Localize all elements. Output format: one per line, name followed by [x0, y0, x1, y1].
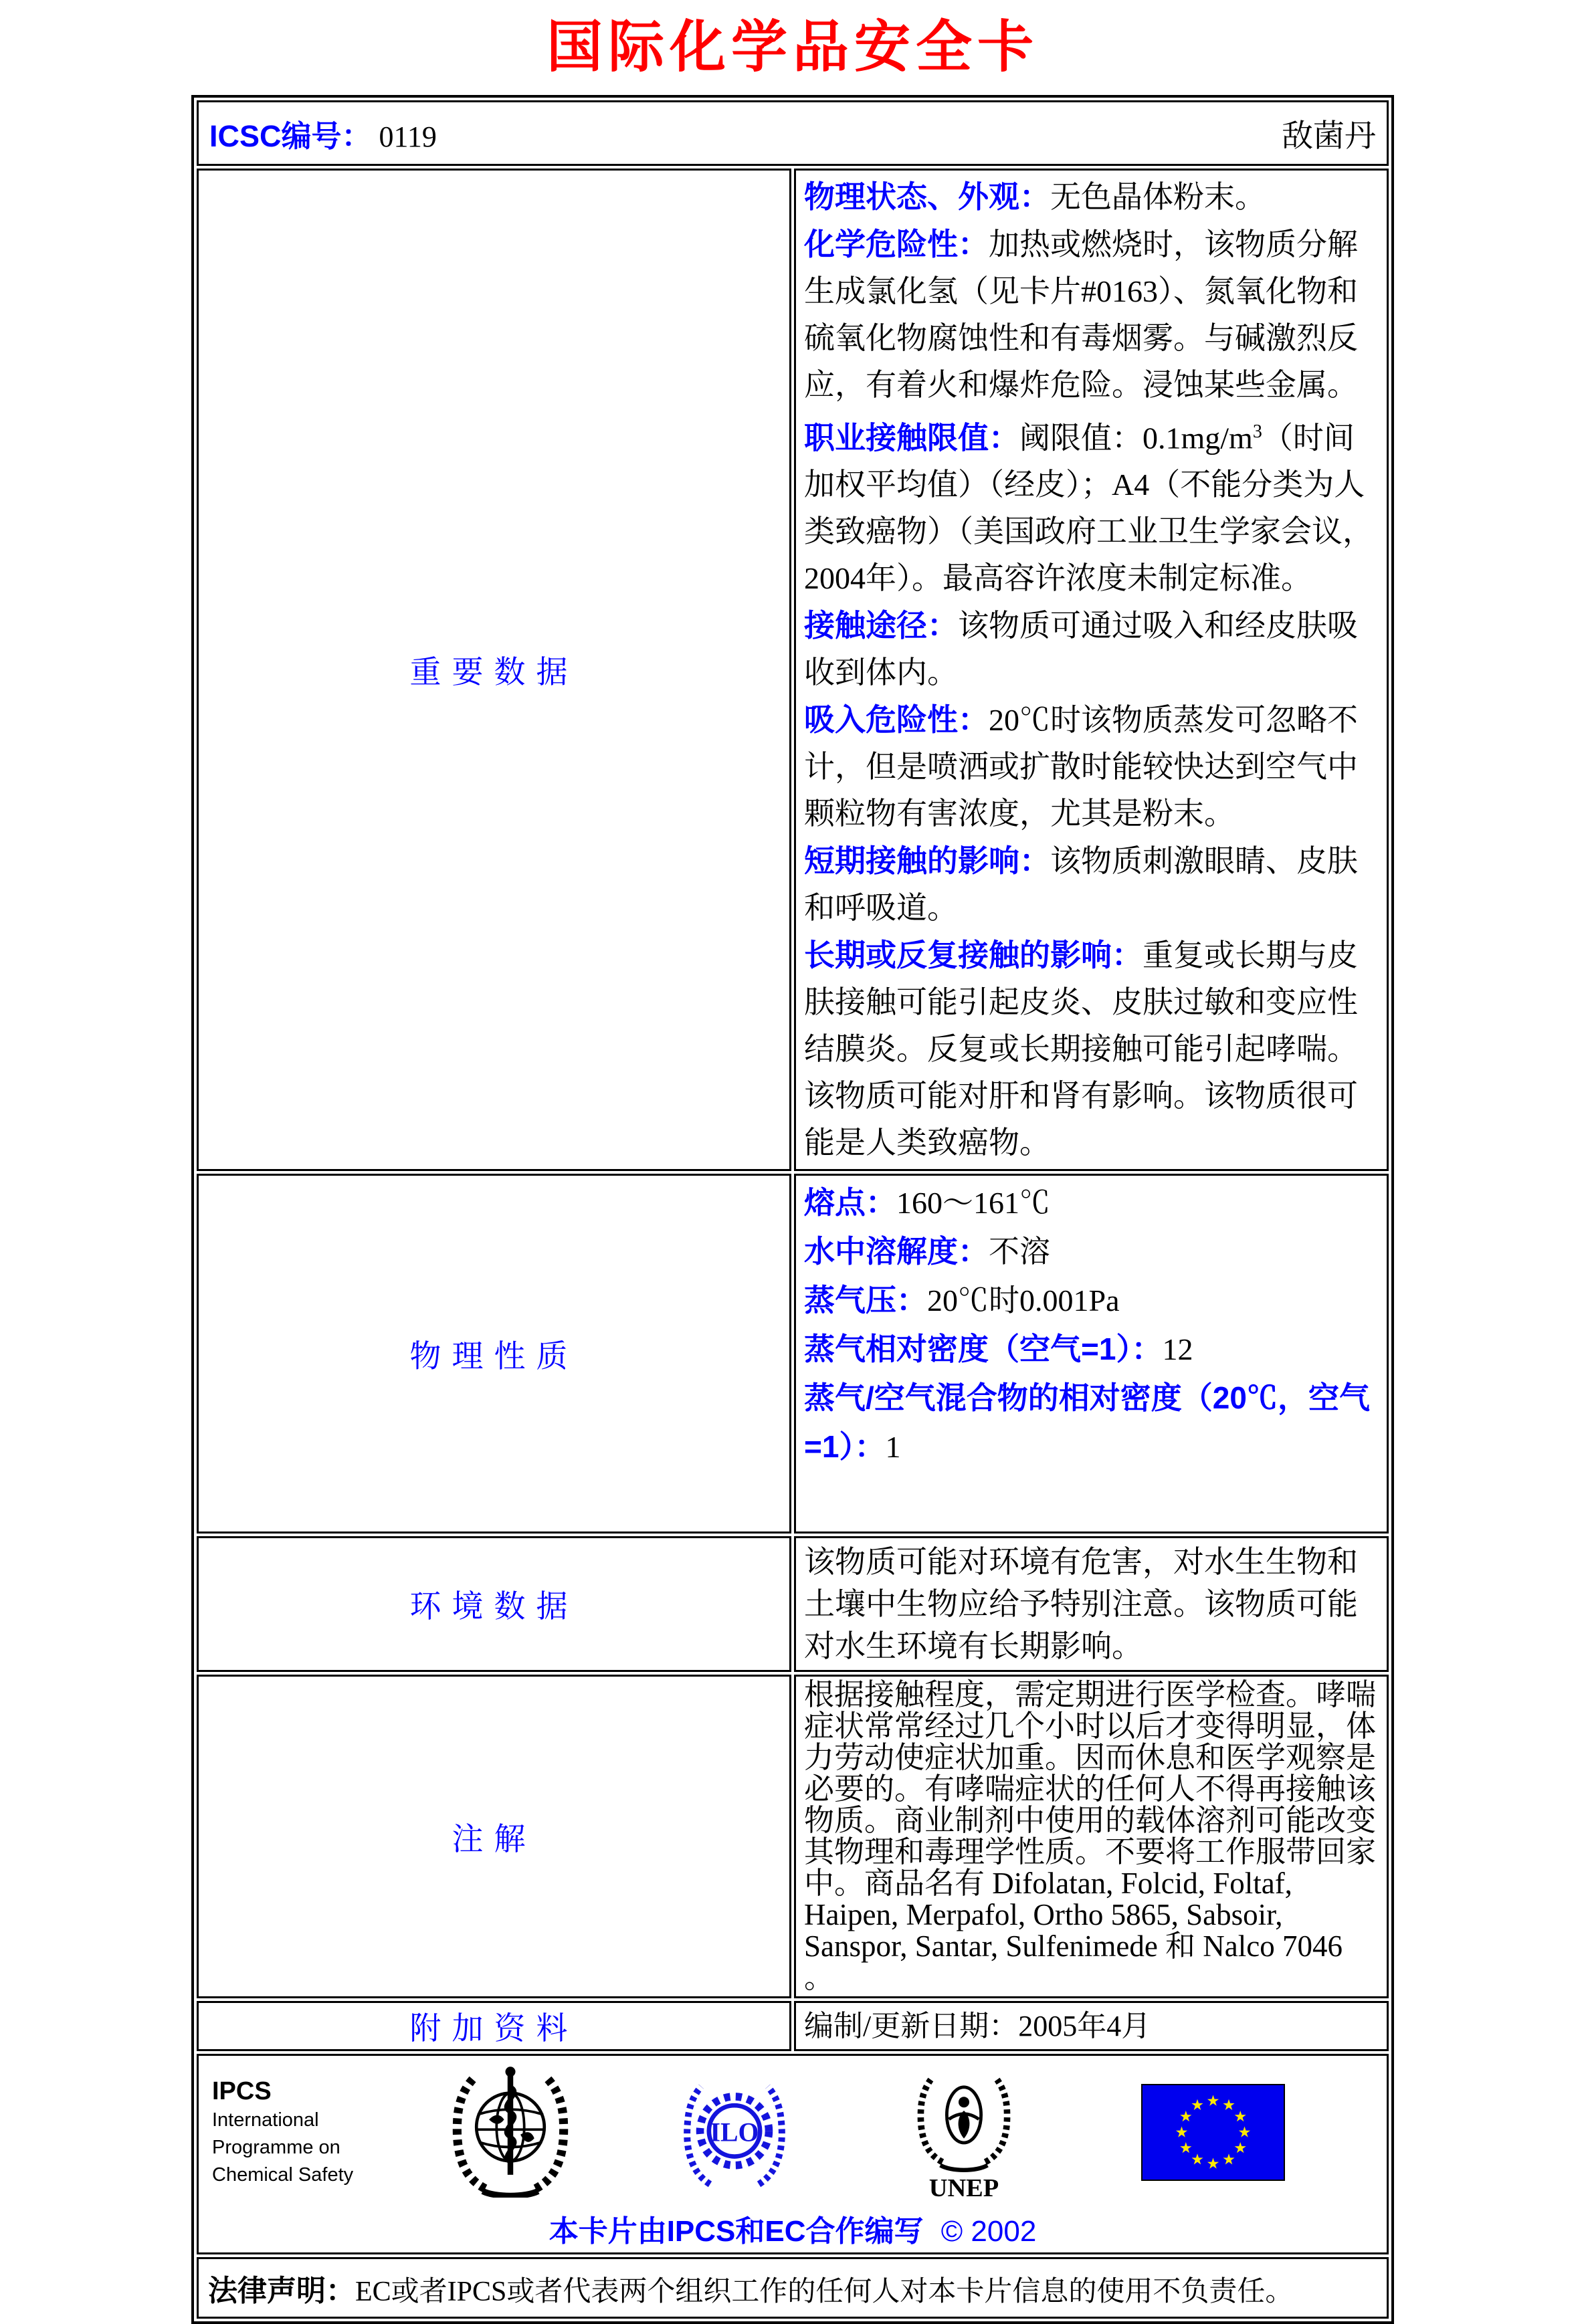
environmental-data-label: 环境数据 [197, 1536, 791, 1672]
legal-cell [197, 2257, 1389, 2319]
logos-row [197, 2054, 1389, 2254]
important-data-content [794, 169, 1389, 1171]
ipcs-subtitle-line1: International [212, 2109, 319, 2131]
logos-cell [197, 2054, 1389, 2254]
physical-properties-row [197, 1174, 1389, 1534]
notes-text: 根据接触程度，需定期进行医学检查。哮喘症状常常经过几个小时以后才变得明显，体力劳动使症状加重。因而休息和医学观察是必要的。有哮喘症状的任何人不得再接触该物质。商业制剂中使用的载体溶剂可能改变其物理和毒理学性质。不要将工作服带回家中。商品名有 Difolatan, Folcid, Foltaf, Haipen, Merpafol, Ortho 5865, Sabsoir, Sanspor, Santar, Sulfenimede 和 Nalco 7046 。 [804, 1678, 1377, 1995]
icsc-table [191, 95, 1394, 2324]
icsc-number-label: ICSC编号： [209, 118, 372, 153]
physical-properties-content [794, 1174, 1389, 1534]
chemical-name: 敌菌丹 [1282, 118, 1376, 154]
ipcs-subtitle-line2: Programme on [212, 2136, 340, 2158]
important-item: 吸入危险性：20℃时该物质蒸发可忽略不计，但是喷洒或扩散时能较快达到空气中颗粒物有害浓度，尤其是粉末。 [804, 702, 1358, 831]
eu-flag-icon [1141, 2084, 1285, 2181]
icsc-number-group [209, 112, 437, 155]
legal-notice-label: 法律声明： [208, 2275, 355, 2308]
icsc-number-value: 0119 [379, 120, 437, 153]
important-item: 短期接触的影响：该物质刺激眼睛、皮肤和呼吸道。 [804, 843, 1358, 926]
cooperation-caption-text: 本卡片由IPCS和EC合作编写 [549, 2215, 924, 2248]
physical-property: 蒸气压：20℃时0.001Pa [804, 1283, 1120, 1318]
cooperation-caption [199, 2207, 1387, 2250]
physical-property: 水中溶解度：不溶 [804, 1234, 1050, 1269]
important-item: 职业接触限值：阈限值：$0.1mg/m^3$（时间加权平均值）（经皮）；A4（不能分类为人类致癌物）（美国政府工业卫生学家会议，2004年）。最高容许浓度未制定标准。 [804, 420, 1373, 596]
physical-property: 蒸气相对密度（空气=1）：12 [804, 1332, 1193, 1367]
environmental-data-content [794, 1536, 1389, 1672]
ipcs-subtitle-line3: Chemical Safety [212, 2163, 354, 2186]
ipcs-text-block [212, 2076, 381, 2189]
physical-property: 蒸气/空气混合物的相对密度（20℃，空气=1）：1 [804, 1380, 1370, 1465]
who-emblem-icon [448, 2067, 573, 2198]
legal-notice-text: EC或者IPCS或者代表两个组织工作的任何人对本卡片信息的使用不负责任。 [355, 2277, 1294, 2308]
svg-text:UNEP: UNEP [928, 2174, 999, 2202]
environmental-data-text: 该物质可能对环境有危害，对水生生物和土壤中生物应给予特别注意。该物质可能对水生环境有长期影响。 [804, 1545, 1358, 1664]
page-title: 国际化学品安全卡 [546, 17, 1039, 79]
additional-info-label: 附加资料 [197, 2001, 791, 2051]
additional-info-content [794, 2001, 1389, 2051]
notes-label: 注解 [197, 1675, 791, 1998]
additional-info-text: 编制/更新日期：2005年4月 [804, 2009, 1151, 2042]
additional-info-row [197, 2001, 1389, 2051]
legal-row [197, 2257, 1389, 2319]
important-data-row [197, 169, 1389, 1171]
physical-properties-label: 物理性质 [197, 1174, 791, 1534]
notes-content [794, 1675, 1389, 1998]
header-cell [197, 100, 1389, 166]
physical-property: 熔点：160～161℃ [804, 1185, 1050, 1221]
important-item: 接触途径：该物质可通过吸入和经皮肤吸收到体内。 [804, 608, 1358, 690]
ipcs-title: IPCS [212, 2077, 272, 2105]
important-item: 物理状态、外观：无色晶体粉末。 [804, 179, 1266, 214]
copyright-text: © 2002 [941, 2215, 1037, 2248]
environmental-data-row [197, 1536, 1389, 1672]
important-item: 长期或反复接触的影响：重复或长期与皮肤接触可能引起皮炎、皮肤过敏和变应性结膜炎。反复或长期接触可能引起哮喘。该物质可能对肝和肾有影响。该物质很可能是人类致癌物。 [804, 938, 1358, 1160]
unep-emblem-icon [910, 2063, 1017, 2201]
ilo-emblem-icon [679, 2067, 790, 2197]
svg-text:ILO: ILO [710, 2117, 759, 2147]
header-row [197, 100, 1389, 166]
superscript-3: 3 [1252, 421, 1262, 442]
important-data-label: 重要数据 [197, 169, 791, 1171]
important-item: 化学危险性：加热或燃烧时，该物质分解生成氯化氢（见卡片#0163）、氮氧化物和硫氧化物腐蚀性和有毒烟雾。与碱激烈反应，有着火和爆炸危险。浸蚀某些金属。 [804, 227, 1358, 402]
notes-row [197, 1675, 1389, 1998]
logo-strip [199, 2061, 1387, 2203]
icsc-card-page [0, 17, 1584, 2308]
